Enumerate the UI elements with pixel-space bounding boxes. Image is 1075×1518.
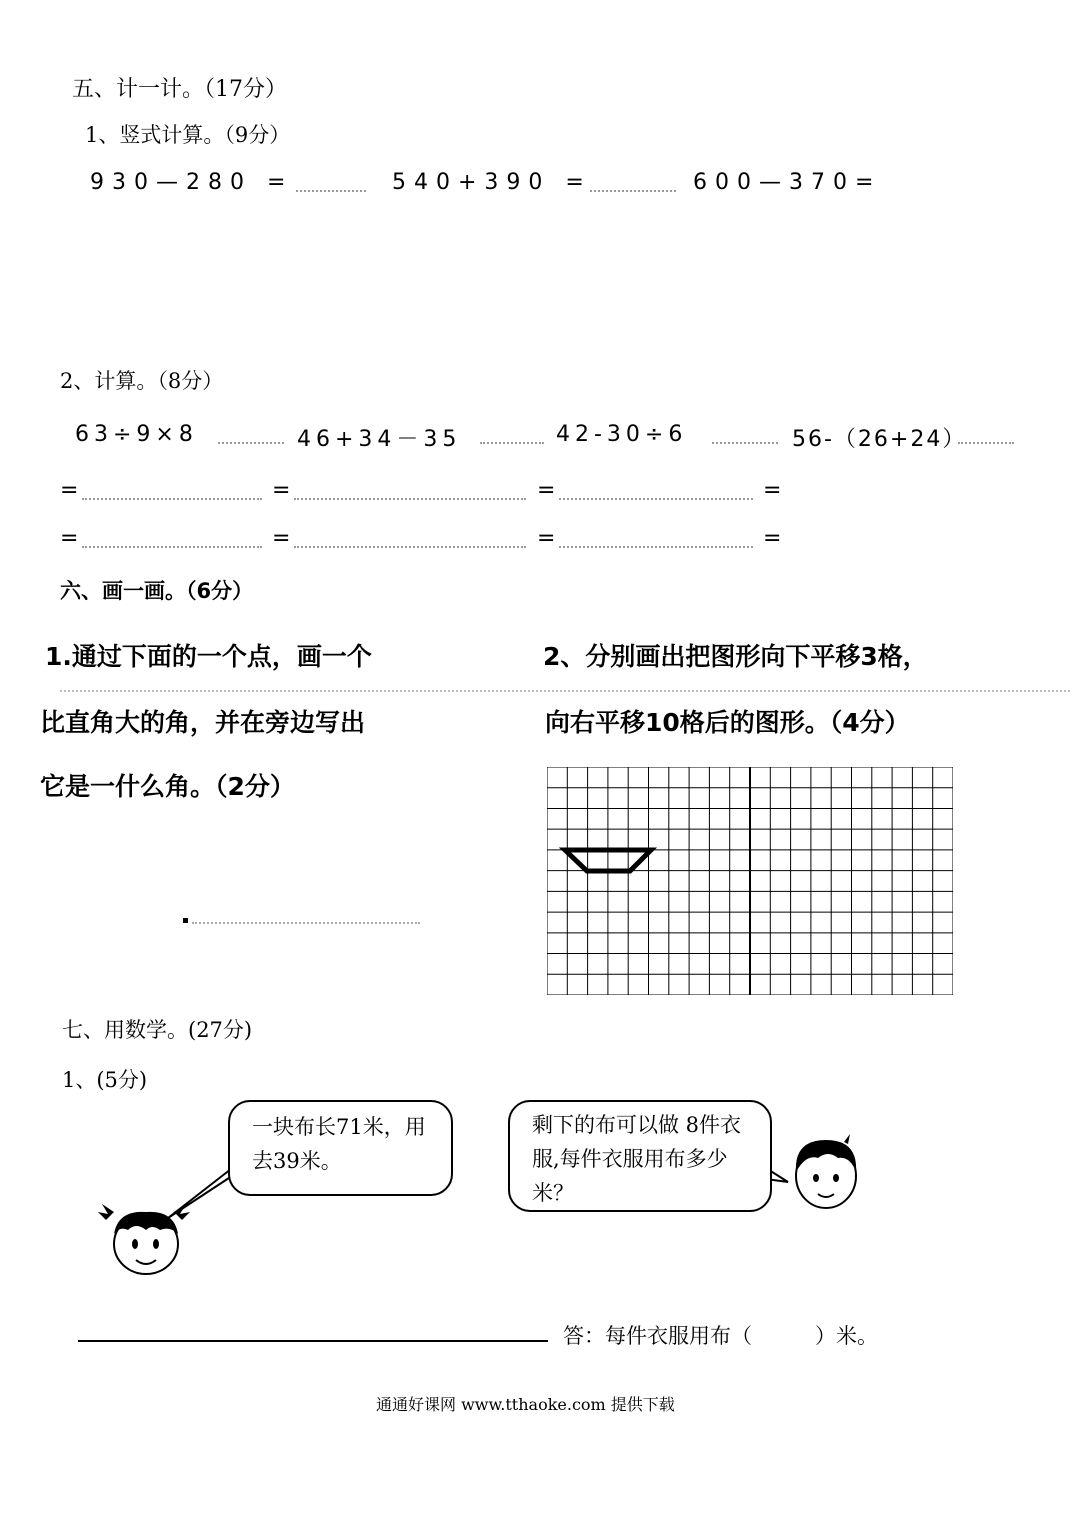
- calc-problem-2: 46+34－35: [297, 427, 462, 452]
- section6-title: 六、画一画。（6分）: [60, 579, 254, 603]
- girl-face-icon: [94, 1190, 194, 1280]
- dotted-leader: [590, 190, 676, 192]
- part2-title: 2、计算。（8分）: [60, 369, 224, 393]
- dotted-leader: [480, 442, 544, 444]
- q1-line-1: 1.通过下面的一个点，画一个: [45, 642, 372, 671]
- part1-title: 1、竖式计算。（9分）: [85, 123, 291, 147]
- speech-bubble-left: [228, 1100, 453, 1196]
- separator-dotted: [60, 690, 1070, 692]
- section7-title: 七、用数学。(27分): [62, 1018, 253, 1042]
- eq-sign: =: [763, 526, 782, 551]
- q2-line-1: 2、分别画出把图形向下平移3格，: [543, 642, 928, 671]
- bubble-left-text: 一块布长71米，用去39米。: [252, 1115, 426, 1173]
- eq-sign: =: [763, 478, 782, 503]
- answer-sentence: 答：每件衣服用布（ ）米。: [563, 1324, 878, 1348]
- bubble-right-text: 剩下的布可以做 8件衣服,每件衣服用布多少米？: [532, 1113, 742, 1205]
- q1-line-3: 它是一什么角。（2分）: [40, 772, 295, 801]
- eq-sign: =: [537, 478, 556, 503]
- dotted-leader: [218, 442, 284, 444]
- dotted-leader: [296, 190, 366, 192]
- section5-title: 五、计一计。（17分）: [72, 77, 287, 102]
- boy-face-icon: [788, 1132, 866, 1212]
- answer-line: [82, 498, 262, 500]
- eq-sign: =: [272, 526, 291, 551]
- dotted-leader: [712, 442, 778, 444]
- eq-sign: =: [60, 478, 79, 503]
- q2-line-2: 向右平移10格后的图形。（4分）: [545, 708, 910, 737]
- answer-line: [82, 546, 262, 548]
- given-point: [183, 918, 188, 923]
- vertical-problem-1: 930—280 =: [90, 170, 294, 195]
- square-grid: [547, 767, 953, 995]
- speech-bubble-right: [508, 1100, 772, 1212]
- calc-problem-3: 42-30÷6: [556, 422, 688, 447]
- calc-problem-1: 63÷9×8: [75, 422, 198, 447]
- eq-sign: =: [537, 526, 556, 551]
- calc-problem-4: 56-（26+24）: [792, 427, 967, 452]
- eq-sign: =: [60, 526, 79, 551]
- vertical-problem-3: 600—370=: [693, 170, 882, 195]
- answer-line: [294, 546, 526, 548]
- q1-line-2: 比直角大的角，并在旁边写出: [40, 708, 366, 737]
- vertical-problem-2: 540+390 =: [392, 170, 592, 195]
- dotted-leader: [958, 442, 1014, 444]
- answer-line: [294, 498, 526, 500]
- footer-text: 通通好课网 www.tthaoke.com 提供下载: [376, 1395, 675, 1414]
- dotted-leader: [192, 922, 420, 924]
- answer-line: [559, 498, 753, 500]
- q1-title: 1、(5分): [62, 1068, 148, 1092]
- answer-line: [559, 546, 753, 548]
- eq-sign: =: [272, 478, 291, 503]
- work-line: [78, 1340, 548, 1342]
